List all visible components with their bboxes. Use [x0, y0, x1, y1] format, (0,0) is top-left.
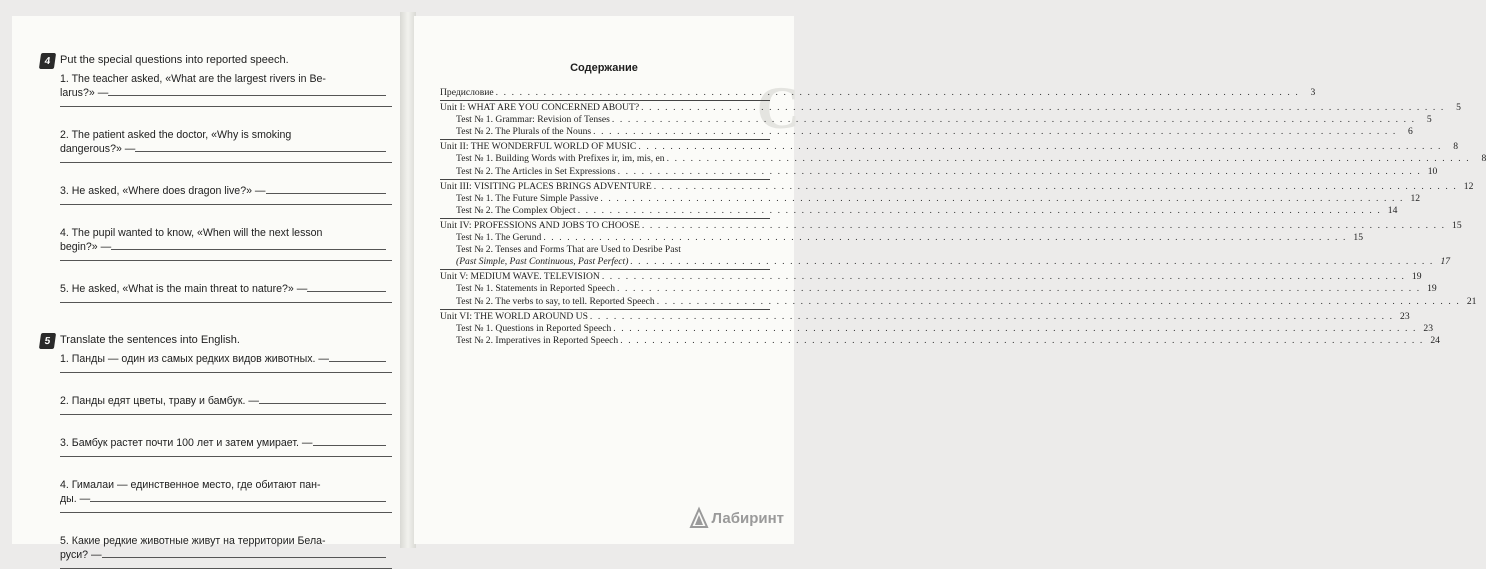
section1-question-3	[60, 184, 392, 198]
toc-title: Содержание	[570, 62, 638, 74]
section2-instruction: Translate the sentences into English.	[60, 334, 240, 346]
toc-entry-title: Test № 2. Imperatives in Reported Speech	[456, 334, 619, 346]
toc-page-number: 17	[1440, 256, 1451, 268]
toc-entry-title: Test № 1. Questions in Reported Speech	[456, 322, 612, 334]
answer-blank[interactable]	[329, 352, 386, 362]
section2-answer-line-3[interactable]	[60, 456, 392, 457]
toc-entry-title: Unit I: WHAT ARE YOU CONCERNED ABOUT?	[440, 102, 640, 114]
toc-entry-title: Test № 2. Tenses and Forms That are Used to Desribe Past	[456, 244, 681, 256]
toc-leader-dots	[593, 126, 1397, 137]
toc-test-entry	[440, 126, 1413, 138]
section2-answer-line-4[interactable]	[60, 512, 392, 513]
answer-blank[interactable]	[135, 142, 386, 152]
labirint-logo-icon	[690, 508, 708, 528]
toc-leader-dots	[638, 141, 1442, 152]
toc-entry-title: Unit III: VISITING PLACES BRINGS ADVENTURE	[440, 180, 652, 192]
toc-leader-dots	[641, 102, 1445, 113]
toc-unit-entry	[440, 141, 1459, 153]
toc-unit-entry	[440, 87, 1316, 99]
bleed-through-mark: С	[756, 75, 800, 141]
toc-leader-dots	[612, 114, 1416, 125]
toc-unit-entry	[440, 310, 1410, 323]
toc-leader-dots	[600, 193, 1404, 204]
toc-test-entry	[440, 256, 1451, 268]
toc-leader-dots	[630, 256, 1434, 267]
toc-unit-entry	[440, 180, 1474, 193]
toc-page-number: 15	[1353, 232, 1363, 244]
answer-blank[interactable]	[307, 282, 386, 292]
toc-leader-dots	[667, 153, 1471, 164]
toc-leader-dots	[642, 220, 1446, 231]
toc-page-number: 8	[1481, 153, 1486, 165]
toc-test-entry	[440, 322, 1433, 335]
section1-question-1	[60, 72, 392, 100]
toc-separator	[440, 269, 770, 270]
right-page	[414, 16, 1486, 544]
toc-leader-dots	[578, 205, 1382, 216]
toc-page-number: 8	[1453, 141, 1459, 153]
question-text: 2. The patient asked the doctor, «Why is smoking	[60, 129, 292, 141]
toc-page-number: 21	[1466, 295, 1477, 307]
toc-unit-entry	[440, 271, 1422, 283]
question-text: 2. Панды едят цветы, траву и бамбук. —	[60, 395, 259, 407]
toc-separator	[440, 139, 770, 140]
section1-instruction: Put the special questions into reported speech.	[60, 54, 289, 66]
section2-badge-icon: 5	[39, 333, 56, 349]
toc-leader-dots	[657, 296, 1461, 307]
toc-entry-title: Test № 1. The Gerund	[456, 232, 542, 244]
section1-question-5	[60, 282, 392, 296]
toc-page-number: 10	[1427, 165, 1438, 177]
section2-question-4	[60, 478, 392, 506]
question-text: 3. He asked, «Where does dragon live?» —	[60, 185, 266, 197]
answer-blank[interactable]	[111, 240, 386, 250]
toc-page-number: 12	[1410, 192, 1421, 204]
question-text: 5. He asked, «What is the main threat to nature?» —	[60, 283, 308, 295]
toc-test-entry	[440, 283, 1437, 295]
section2-question-1	[60, 352, 392, 366]
toc-leader-dots	[543, 232, 1347, 243]
left-page	[12, 16, 408, 561]
toc-page-number: 23	[1400, 310, 1410, 322]
toc-page-number: 23	[1423, 322, 1433, 334]
section1-answer-line-5[interactable]	[60, 302, 392, 303]
toc-leader-dots	[496, 87, 1300, 98]
section1-question-2	[60, 128, 392, 156]
toc-leader-dots	[618, 166, 1422, 177]
toc-test-entry	[440, 204, 1398, 217]
question-text: 1. Панды — один из самых редких видов животных. —	[60, 353, 329, 365]
toc-test-entry	[440, 192, 1421, 205]
table-of-contents	[440, 87, 1486, 347]
toc-page-number: 3	[1310, 87, 1316, 98]
toc-test-entry	[440, 153, 1486, 165]
labirint-logo	[690, 508, 784, 528]
toc-test-entry	[440, 165, 1438, 178]
toc-entry-title: Unit V: MEDIUM WAVE. TELEVISION	[440, 271, 600, 283]
answer-blank[interactable]	[313, 436, 387, 446]
toc-entry-title: Test № 1. Building Words with Prefixes ir, im, mis, en	[456, 153, 665, 165]
toc-page-number: 15	[1452, 219, 1462, 231]
question-text: larus?» —	[60, 87, 109, 99]
section2-answer-line-1[interactable]	[60, 372, 392, 373]
toc-unit-entry	[440, 102, 1461, 114]
section1-answer-line-3[interactable]	[60, 204, 392, 205]
toc-test-entry	[440, 232, 1363, 244]
section1-answer-line-2[interactable]	[60, 162, 392, 163]
toc-page-number: 5	[1456, 102, 1461, 114]
toc-test-entry	[440, 114, 1432, 126]
toc-separator	[440, 179, 770, 180]
toc-page-number: 6	[1408, 126, 1413, 138]
toc-entry-title: Test № 1. The Future Simple Passive	[456, 192, 599, 204]
toc-separator	[440, 309, 770, 310]
toc-test-entry	[440, 334, 1440, 347]
toc-entry-title: Test № 2. The Complex Object	[456, 204, 576, 216]
section1-answer-line-4[interactable]	[60, 260, 392, 261]
toc-leader-dots	[590, 311, 1394, 322]
toc-entry-title: Test № 2. The Articles in Set Expressions	[456, 165, 616, 177]
toc-separator	[440, 100, 770, 101]
toc-entry-title: Unit VI: THE WORLD AROUND US	[440, 310, 588, 322]
labirint-logo-text: Лабиринт	[711, 509, 784, 527]
question-text: ды. —	[60, 493, 91, 505]
toc-entry-title: Предисловие	[440, 87, 494, 98]
toc-entry-title: Unit IV: PROFESSIONS AND JOBS TO CHOOSE	[440, 219, 640, 231]
toc-separator	[440, 218, 770, 219]
section2-question-2	[60, 394, 392, 408]
toc-entry-title: Test № 1. Statements in Reported Speech	[456, 283, 616, 295]
toc-page-number: 19	[1427, 283, 1437, 295]
toc-page-number: 12	[1463, 180, 1474, 192]
toc-leader-dots	[602, 271, 1406, 282]
toc-entry-title: Unit II: THE WONDERFUL WORLD OF MUSIC	[440, 141, 637, 153]
toc-leader-dots	[654, 181, 1458, 192]
toc-page-number: 14	[1387, 204, 1398, 216]
toc-page-number: 5	[1426, 114, 1432, 126]
question-text: 1. The teacher asked, «What are the largest rivers in Be-	[60, 73, 326, 85]
section1-badge-icon: 4	[39, 53, 56, 69]
question-text: dangerous?» —	[60, 143, 136, 155]
question-text: 4. The pupil wanted to know, «When will the next lesson	[60, 227, 323, 239]
toc-leader-dots	[617, 283, 1421, 294]
section2-question-3	[60, 436, 392, 450]
answer-blank[interactable]	[90, 492, 386, 502]
answer-blank[interactable]	[259, 394, 386, 404]
question-text: begin?» —	[60, 241, 112, 253]
section1-question-4	[60, 226, 392, 254]
toc-unit-entry	[440, 219, 1462, 232]
toc-test-entry	[440, 295, 1477, 308]
toc-page-number: 19	[1411, 271, 1422, 283]
question-text: 3. Бамбук растет почти 100 лет и затем умирает. —	[60, 437, 313, 449]
answer-blank[interactable]	[266, 184, 386, 194]
toc-leader-dots	[613, 323, 1417, 334]
answer-blank[interactable]	[102, 548, 386, 558]
section1-answer-line-1[interactable]	[60, 106, 392, 107]
toc-entry-title: (Past Simple, Past Continuous, Past Perfect)	[456, 256, 629, 268]
question-text: руси? —	[60, 549, 102, 561]
question-text: 5. Какие редкие животные живут на территории Белa-	[60, 535, 326, 547]
answer-blank[interactable]	[108, 86, 386, 96]
toc-entry-title: Test № 1. Grammar: Revision of Tenses	[456, 114, 610, 126]
section2-answer-line-2[interactable]	[60, 414, 392, 415]
toc-entry-title: Test № 2. The Plurals of the Nouns	[456, 126, 592, 138]
toc-page-number: 24	[1430, 334, 1440, 346]
question-text: 4. Гималаи — единственное место, где обитают пан-	[60, 479, 321, 491]
toc-leader-dots	[620, 335, 1424, 346]
toc-test-entry	[440, 244, 770, 256]
section2-question-5	[60, 534, 392, 562]
toc-entry-title: Test № 2. The verbs to say, to tell. Reported Speech	[456, 295, 655, 307]
